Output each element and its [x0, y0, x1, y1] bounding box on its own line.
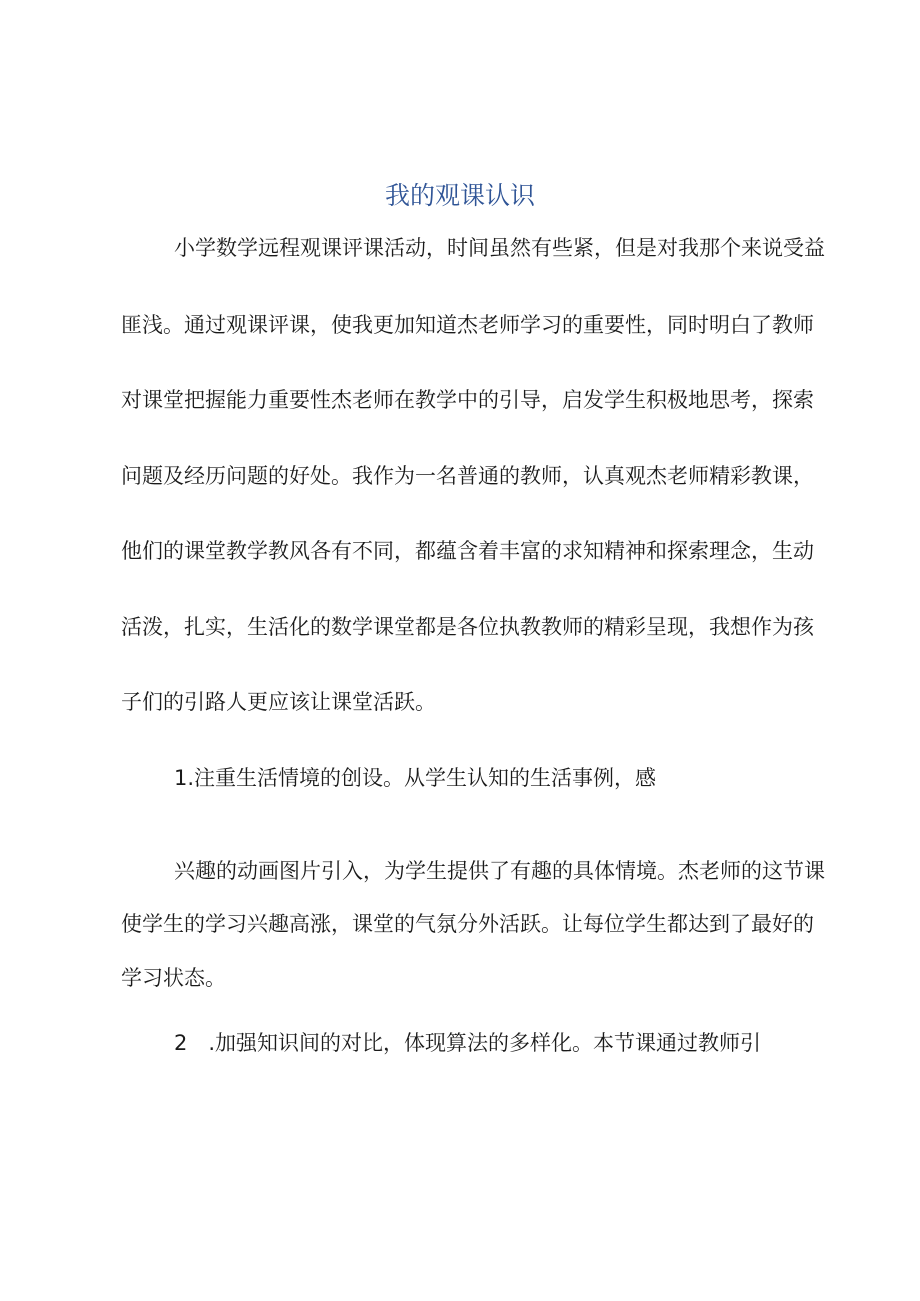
paragraph-1-line-7: 子们的引路人更应该让课堂活跃。 [121, 690, 436, 714]
paragraph-1-line-6: 活泼，扎实，生活化的数学课堂都是各位执教教师的精彩呈现，我想作为孩 [121, 615, 814, 639]
paragraph-2-line-1: 兴趣的动画图片引入，为学生提供了有趣的具体情境。杰老师的这节课 [174, 859, 825, 883]
paragraph-2-line-3: 学习状态。 [121, 966, 226, 990]
document-title: 我的观课认识 [384, 181, 535, 210]
paragraph-1-line-1: 小学数学远程观课评课活动，时间虽然有些紧，但是对我那个来说受益 [174, 236, 825, 260]
paragraph-2-line-2: 使学生的学习兴趣高涨，课堂的气氛分外活跃。让每位学生都达到了最好的 [121, 912, 814, 936]
paragraph-1-line-3: 对课堂把握能力重要性杰老师在教学中的引导，启发学生积极地思考，探索 [121, 388, 814, 412]
paragraph-1-line-4: 问题及经历问题的好处。我作为一名普通的教师，认真观杰老师精彩教课， [121, 464, 814, 488]
paragraph-1-line-5: 他们的课堂教学教风各有不同，都蕴含着丰富的求知精神和探索理念，生动 [121, 539, 814, 563]
paragraph-1-line-2: 匪浅。通过观课评课，使我更加知道杰老师学习的重要性，同时明白了教师 [121, 313, 814, 337]
item-2-heading: 2 .加强知识间的对比，体现算法的多样化。本节课通过教师引 [174, 1031, 762, 1055]
item-1-heading: 1.注重生活情境的创设。从学生认知的生活事例，感 [174, 766, 657, 790]
